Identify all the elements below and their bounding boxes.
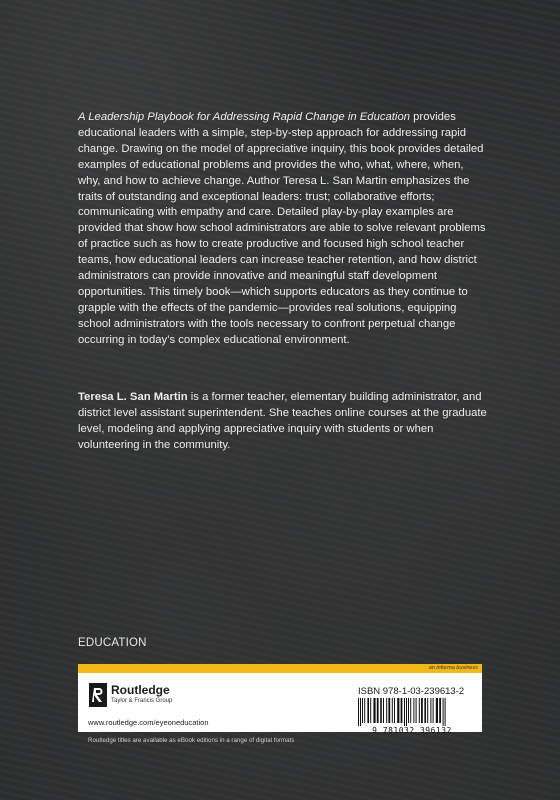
barcode-bar: [386, 698, 387, 723]
barcode-bar: [392, 698, 393, 723]
barcode-bar: [364, 698, 365, 723]
barcode-bar: [436, 698, 438, 723]
barcode-bar: [380, 698, 382, 723]
ebook-note: Routledge titles are available as eBook editions in a range of digital formats: [88, 737, 295, 744]
barcode-bar: [430, 698, 431, 723]
barcode-bar: [419, 698, 420, 723]
barcode-digits: 9 781032 396132: [372, 726, 452, 735]
barcode-bar: [410, 698, 411, 723]
publisher-name: Routledge: [111, 683, 170, 697]
barcode-bar: [370, 698, 371, 723]
author-bio-text: is a former teacher, elementary building administrator, and district level assistant superintendent. She teaches online courses at the graduate level, modeling and applying appreciative inquiry with students or when volunteering in the community.: [78, 391, 487, 451]
book-description-text: provides educational leaders with a simple, step-by-step approach for addressing rapid change. Drawing on the model of appreciative inquiry, this book provides detailed examples of educational problems and provides the who, what, where, when, why, and how to achieve change. Author Teresa L. San Martin emphasizes the traits of outstanding and exceptional leaders: trust; collaborative efforts; communicating with empathy and care. Detailed play-by-play examples are provided that show how school administrators are able to solve relevant problems of practice such as how to create productive and focused high school teacher teams, how educational leaders can increase teacher retention, and how district administrators can provide innovative and meaningful staff development opportunities. This timely book—which supports educators as they continue to grapple with the effects of the pandemic—provides real solutions, equipping school administrators with the tools necessary to confront perpetual change occurring in today’s complex educational environment.: [78, 111, 486, 346]
barcode-bar: [408, 698, 409, 723]
barcode-bar: [397, 698, 399, 723]
barcode-bar: [443, 698, 444, 726]
publisher-url[interactable]: www.routledge.com/eyeoneducation: [88, 718, 209, 727]
barcode-bar: [360, 698, 361, 726]
routledge-r-icon: [89, 683, 107, 707]
publisher-group: Taylor & Francis Group: [111, 698, 173, 704]
barcode-bar: [413, 698, 414, 723]
book-title-italic: A Leadership Playbook for Addressing Rapid Change in Education: [78, 111, 411, 123]
informa-tag: an informa business: [428, 665, 478, 671]
barcode-bar: [358, 698, 359, 726]
barcode-bar: [367, 698, 369, 723]
subject-category: EDUCATION: [78, 637, 147, 649]
author-bio: [78, 390, 488, 454]
barcode-bar: [406, 698, 407, 726]
barcode-bar: [388, 698, 390, 723]
isbn-label: ISBN 978-1-03-239613-2: [358, 686, 465, 697]
barcode-bar: [401, 698, 403, 723]
barcode-bar: [424, 698, 426, 723]
accent-bar: [78, 664, 482, 673]
barcode-bar: [373, 698, 375, 723]
barcode-bar: [421, 698, 423, 723]
author-name: Teresa L. San Martin: [78, 391, 188, 403]
barcode-bar: [427, 698, 428, 723]
book-description: [78, 110, 488, 349]
barcode-bar: [377, 698, 379, 723]
barcode-bar: [362, 698, 363, 723]
barcode-bar: [445, 698, 446, 726]
barcode-bar: [433, 698, 434, 723]
barcode-bar: [439, 698, 441, 723]
barcode-bar: [404, 698, 405, 726]
barcode-bar: [416, 698, 417, 723]
barcode: [356, 698, 474, 726]
barcode-bar: [394, 698, 395, 723]
barcode-bar: [383, 698, 384, 723]
